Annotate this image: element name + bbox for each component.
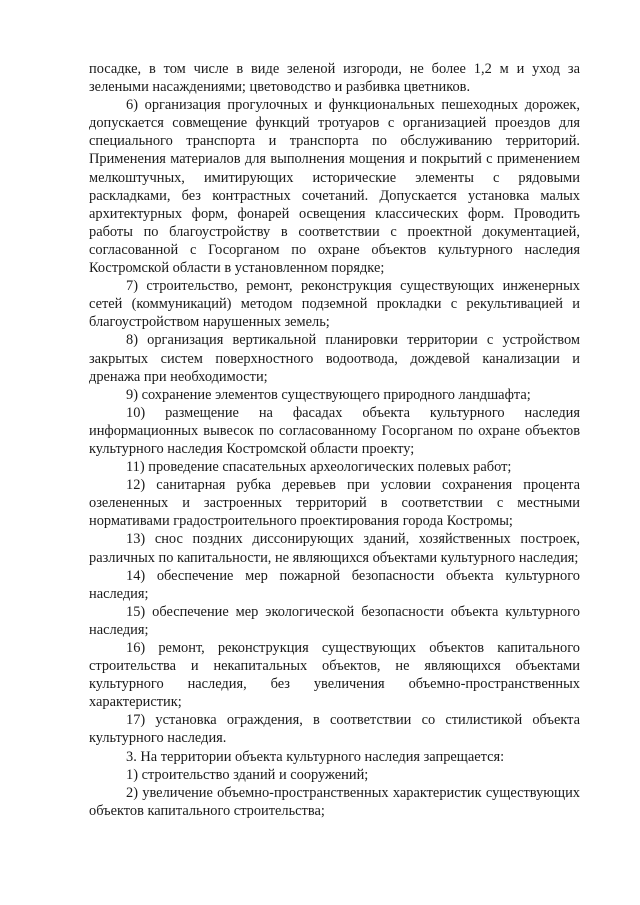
document-page [89,60,580,820]
paragraph-item-15: 15) обеспечение мер экологической безопасности объекта культурного наследия; [89,603,580,638]
paragraph-item-7: 7) строительство, ремонт, реконструкция существующих инженерных сетей (коммуникаций) методом подземной прокладки с рекультивацией и благоустройством нарушенных земель; [89,278,580,331]
paragraph-item-13: 13) снос поздних диссонирующих зданий, хозяйственных построек, различных по капитальности, не являющихся объектами культурного наследия; [89,531,580,566]
paragraph-item-17: 17) установка ограждения, в соответствии со стилистикой объекта культурного наследия. [89,712,580,747]
paragraph-item-9: 9) сохранение элементов существующего природного ландшафта; [126,386,531,403]
section-heading-3: 3. На территории объекта культурного наследия запрещается: [126,748,505,765]
paragraph-item-6: 6) организация прогулочных и функциональных пешеходных дорожек, допускается совмещение функций тротуаров с организацией проездов для специального транспорта и транспорта по обслуживанию территорий. Применения материалов для выполнения мощения и покрытий с применением мелкоштучных, имитирующих исторические элементы с рядовыми раскладками, без контрастных сочетаний. Допускается установка малых архитектурных форм, фонарей освещения классических форм. Проводить работы по благоустройству в соответствии с проектной документацией, согласованной с Госорганом по охране объектов культурного наследия Костромской области в установленном порядке; [89,97,580,277]
paragraph-item-10: 10) размещение на фасадах объекта культурного наследия информационных вывесок по согласованному Госорганом по охране объектов культурного наследия Костромской области проекту; [89,404,580,457]
paragraph-prohibited-1: 1) строительство зданий и сооружений; [126,766,369,783]
paragraph-item-8: 8) организация вертикальной планировки территории с устройством закрытых систем поверхностного водоотвода, дождевой канализации и дренажа при необходимости; [89,332,580,385]
paragraph-prohibited-2: 2) увеличение объемно-пространственных характеристик существующих объектов капитального строительства; [89,784,580,819]
paragraph-item-11: 11) проведение спасательных археологических полевых работ; [126,459,512,476]
paragraph-item-14: 14) обеспечение мер пожарной безопасности объекта культурного наследия; [89,567,580,602]
paragraph-item-12: 12) санитарная рубка деревьев при условии сохранения процента озелененных и застроенных территорий в соответствии с местными нормативами градостроительного проектирования города Костромы; [89,477,580,530]
paragraph-continuation: посадке, в том числе в виде зеленой изгороди, не более 1,2 м и уход за зелеными насаждениями; цветоводство и разбивка цветников. [89,61,580,96]
paragraph-item-16: 16) ремонт, реконструкция существующих объектов капитального строительства и некапитальных объектов, не являющихся объектами культурного наследия, без увеличения объемно-пространственных характеристик; [89,640,580,711]
